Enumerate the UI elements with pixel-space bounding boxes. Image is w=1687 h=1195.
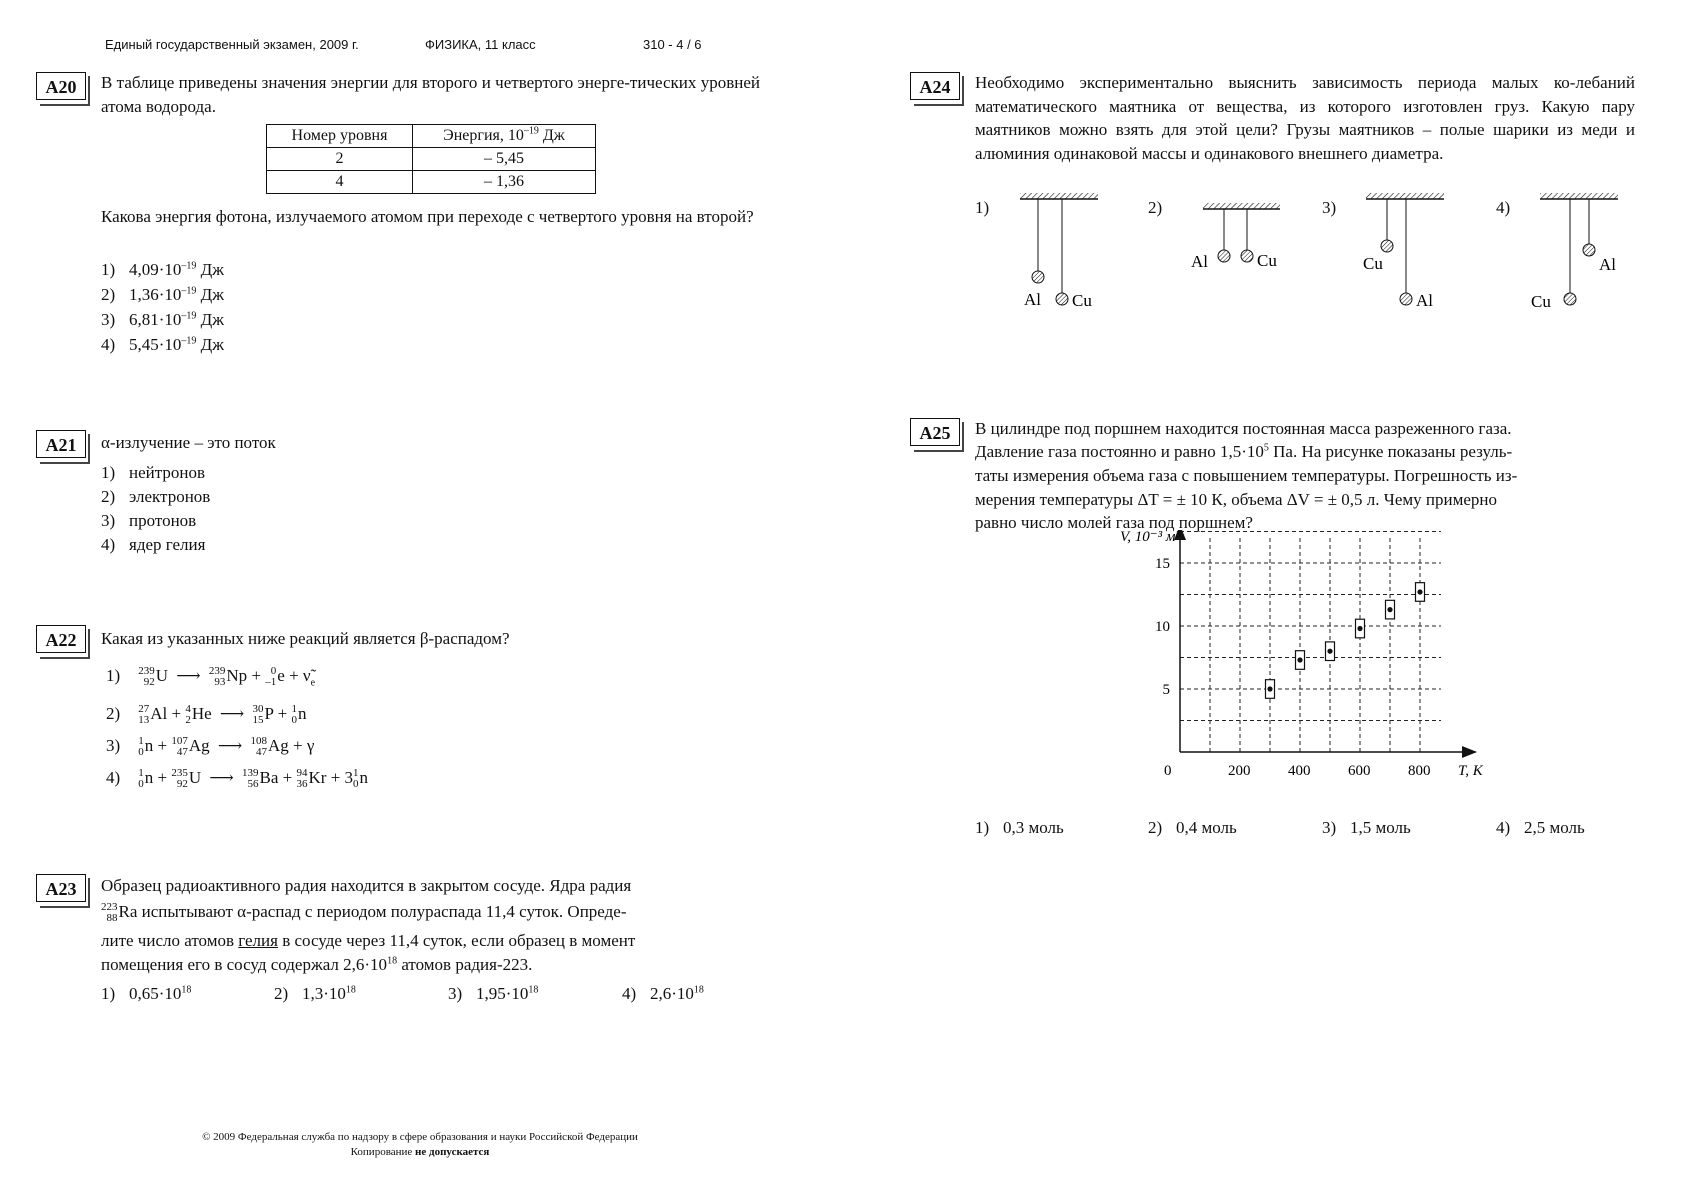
a21-label: A21: [36, 430, 86, 458]
label-cu: Cu: [1257, 251, 1277, 270]
x-axis-label: T, К: [1458, 763, 1483, 779]
a25-option-3[interactable]: 3) 1,5 моль: [1322, 818, 1411, 837]
a21-option-1[interactable]: 1) нейтронов: [101, 463, 206, 482]
data-point: [1267, 686, 1272, 691]
a20-option-2[interactable]: 2) $1,36\cdot 10^{-19}$ Дж: [101, 285, 225, 304]
y-axis-label: V, 10⁻³ м³: [1120, 530, 1180, 545]
label-al: Al: [1416, 291, 1433, 310]
pendulum-set-2: [1191, 203, 1280, 271]
a24-option-3[interactable]: 3): [1322, 198, 1337, 217]
a25-option-2[interactable]: 2) 0,4 моль: [1148, 818, 1237, 837]
y-tick-labels: [1155, 556, 1170, 698]
page-number: 310 - 4 / 6: [643, 37, 702, 52]
a22-option-2[interactable]: 2) 27 13 Al + 4 2 He ⟶ 30 15 P + 1 0 n: [106, 703, 307, 727]
x-tick-labels: [1164, 763, 1431, 779]
a22-option-3[interactable]: 3) 1 0 n + 107 47 Ag ⟶ 108 47 Ag + γ: [106, 735, 315, 759]
data-point: [1297, 657, 1302, 662]
a20-option-4[interactable]: 4) $5,45\cdot 10^{-19}$ Дж: [101, 335, 225, 354]
x-tick-label: 400: [1288, 763, 1311, 779]
table-row: 4 – 1,36: [267, 171, 596, 194]
a24-label: A24: [910, 72, 960, 100]
a24-option-4[interactable]: 4): [1496, 198, 1511, 217]
data-point: [1417, 589, 1422, 594]
a24-text: Необходимо экспериментально выяснить зависимость периода малых ко-лебаний математического маятника от вещества, из которого изготовлен груз. Какую пару маятников можно взять для этой цели? Грузы маятников – полые шарики из меди и алюминия одинаковой массы и одинакового внешнего диаметра.: [975, 73, 1635, 163]
subject-title: ФИЗИКА, 11 класс: [425, 37, 536, 52]
energy-table: [266, 124, 596, 194]
a25-option-1[interactable]: 1) 0,3 моль: [975, 818, 1064, 837]
a25-label: A25: [910, 418, 960, 446]
y-tick-label: 5: [1162, 682, 1170, 698]
a20-option-1[interactable]: 1) $4,09\cdot 10^{-19}$ Дж: [101, 260, 225, 279]
label-cu: Cu: [1072, 291, 1092, 310]
label-al: Al: [1191, 252, 1208, 271]
a22-option-1[interactable]: 1) 239 92 U ⟶ 239 93 Np + 0 –1 $e + \nũ_e$: [106, 665, 316, 689]
a23-option-2[interactable]: 2) $1,3\cdot 10^{18}$: [274, 984, 356, 1003]
a22-question: Какая из указанных ниже реакций является β-распадом?: [101, 629, 510, 648]
x-tick-label: 600: [1348, 763, 1371, 779]
x-tick-label: 0: [1164, 763, 1172, 779]
a23-option-1[interactable]: 1) $0,65\cdot 10^{18}$: [101, 984, 192, 1003]
a21-option-2[interactable]: 2) электронов: [101, 487, 211, 506]
label-cu: Cu: [1363, 254, 1383, 273]
footer-copyright: © 2009 Федеральная служба по надзору в сфере образования и науки Российской Федерации: [202, 1131, 638, 1143]
label-al: Al: [1599, 255, 1616, 274]
a23-line-3: лите число атомов гелия в сосуде через 11,4 суток, если образец в момент: [101, 931, 636, 950]
volume-temperature-chart: [1090, 530, 1510, 810]
pendulum-set-3: [1363, 193, 1444, 310]
a25-line-2: Давление газа постоянно и равно $1,5\cdot 10^5$ Па. На рисунке показаны резуль-: [975, 442, 1513, 461]
a23-line-4: помещения его в сосуд содержал $2,6\cdot 10^{18}$ атомов радия-223.: [101, 955, 533, 974]
footer-copy-notice: Копирование не допускается: [350, 1146, 490, 1158]
a21-option-4[interactable]: 4) ядер гелия: [101, 535, 206, 554]
a20-option-3[interactable]: 3) $6,81\cdot 10^{-19}$ Дж: [101, 310, 225, 329]
a23-line-1: Образец радиоактивного радия находится в закрытом сосуде. Ядра радия: [101, 876, 632, 895]
a20-intro: В таблице приведены значения энергии для второго и четвертого энерге-тических уровней атома водорода.: [101, 73, 760, 116]
chart-grid: [1180, 532, 1441, 753]
a23-label: A23: [36, 874, 86, 902]
a24-option-2[interactable]: 2): [1148, 198, 1163, 217]
pendulums-figure: [960, 185, 1640, 315]
exam-title: Единый государственный экзамен, 2009 г.: [105, 37, 359, 52]
y-tick-label: 15: [1155, 556, 1170, 572]
pendulum-set-4: [1531, 193, 1618, 311]
a20-label: A20: [36, 72, 86, 100]
a23-option-4[interactable]: 4) $2,6\cdot 10^{18}$: [622, 984, 704, 1003]
x-tick-label: 200: [1228, 763, 1251, 779]
data-point: [1327, 649, 1332, 654]
data-point: [1357, 626, 1362, 631]
label-cu: Cu: [1531, 292, 1551, 311]
a25-line-5: равно число молей газа под поршнем?: [975, 513, 1253, 532]
a22-label: A22: [36, 625, 86, 653]
label-al: Al: [1024, 290, 1041, 309]
a25-line-1: В цилиндре под поршнем находится постоянная масса разреженного газа.: [975, 419, 1512, 438]
a20-question: Какова энергия фотона, излучаемого атомом при переходе с четвертого уровня на второй?: [101, 207, 754, 226]
a22-option-4[interactable]: 4) 1 0 n + 235 92 U ⟶ 139 56 Ba + 94 36 Kr + 3 1 0 n: [106, 767, 369, 791]
a24-option-1[interactable]: 1): [975, 198, 990, 217]
a25-line-4: мерения температуры ΔT = ± 10 К, объема ΔV = ± 0,5 л. Чему примерно: [975, 490, 1497, 509]
a25-option-4[interactable]: 4) 2,5 моль: [1496, 818, 1585, 837]
table-row: 2 – 5,45: [267, 148, 596, 171]
y-tick-label: 10: [1155, 619, 1170, 635]
x-tick-label: 800: [1408, 763, 1431, 779]
table-header-energy: Энергия, $10^{-19}$ Дж: [413, 125, 596, 148]
data-point: [1387, 607, 1392, 612]
table-header-level: Номер уровня: [267, 125, 413, 148]
a25-line-3: таты измерения объема газа с повышением температуры. Погрешность из-: [975, 466, 1518, 485]
a23-line-2: 223 88 Ra испытывают α-распад с периодом полураспада 11,4 суток. Опреде-: [101, 901, 627, 925]
a21-option-3[interactable]: 3) протонов: [101, 511, 197, 530]
a21-question: α-излучение – это поток: [101, 433, 276, 452]
pendulum-set-1: [1020, 193, 1098, 310]
data-points: [1266, 583, 1425, 699]
a23-option-3[interactable]: 3) $1,95\cdot 10^{18}$: [448, 984, 539, 1003]
